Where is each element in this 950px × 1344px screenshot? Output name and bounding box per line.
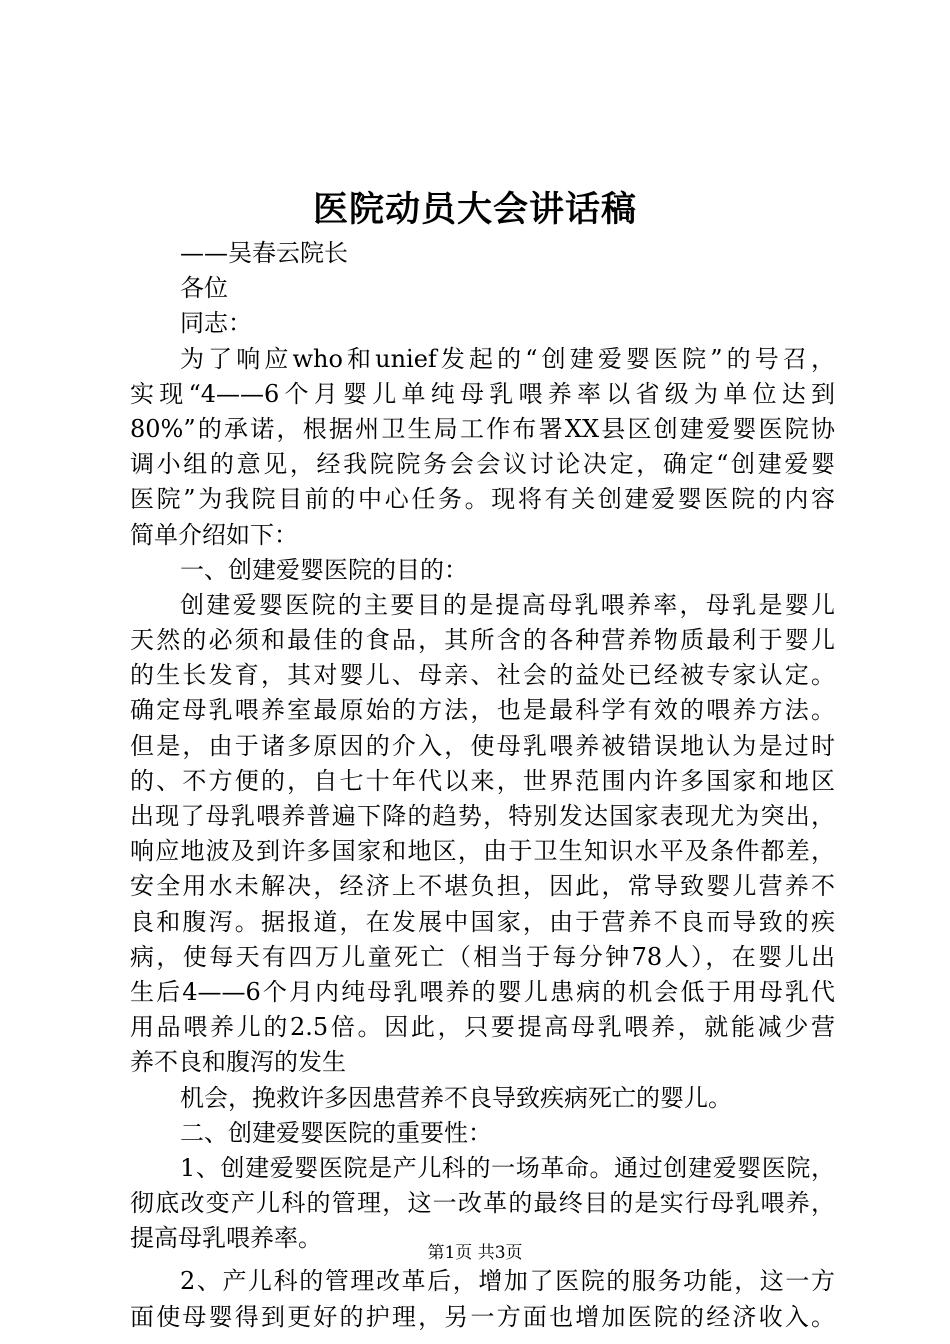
paragraph-line: 天然的必须和最佳的食品，其所含的各种营养物质最利于婴儿 [130,626,835,655]
paragraph-line: 简单介绍如下： [130,520,298,549]
salutation-line: 同志： [180,309,252,338]
paragraph-line: 出现了母乳喂养普遍下降的趋势，特别发达国家表现尤为突出， [130,802,835,830]
paragraph-line: 用品喂养儿的2.5倍。因此，只要提高母乳喂养，就能减少营 [130,1013,835,1042]
paragraph-line: 实现“4——6个月婴儿单纯母乳喂养率以省级为单位达到 [130,379,835,408]
paragraph-line: 生后4——6个月内纯母乳喂养的婴儿患病的机会低于用母乳代 [130,977,835,1006]
paragraph-line: 彻底改变产儿科的管理，这一改革的最终目的是实行母乳喂养， [130,1189,835,1218]
paragraph-line: 调小组的意见，经我院院务会会议讨论决定，确定“创建爱婴 [130,450,835,479]
section-heading: 一、创建爱婴医院的目的： [180,555,468,584]
paragraph-line: 面使母婴得到更好的护理，另一方面也增加医院的经济收入。 [130,1302,835,1331]
paragraph-line: 但是，由于诸多原因的介入，使母乳喂养被错误地认为是过时 [130,731,835,760]
page-footer: 第1页 共3页 [427,1243,523,1263]
paragraph-line: 安全用水未解决，经济上不堪负担，因此，常导致婴儿营养不 [130,872,835,901]
document-title: 医院动员大会讲话稿 [312,189,637,230]
paragraph-line: 的生长发育，其对婴儿、母亲、社会的益处已经被专家认定。 [130,661,835,690]
author-line: ——吴春云院长 [180,239,348,267]
paragraph-line: 响应地波及到许多国家和地区，由于卫生知识水平及条件都差， [130,837,835,866]
paragraph-line: 提高母乳喂养率。 [130,1224,322,1253]
paragraph-line: 2、产儿科的管理改革后，增加了医院的服务功能，这一方 [180,1267,835,1296]
paragraph-line: 病，使每天有四万儿童死亡（相当于每分钟78人），在婴儿出 [130,942,835,971]
paragraph-line: 良和腹泻。据报道，在发展中国家，由于营养不良而导致的疾 [130,907,835,936]
document-body [130,236,835,1335]
salutation-line: 各位 [180,274,228,303]
paragraph-line: 机会，挽救许多因患营养不良导致疾病死亡的婴儿。 [180,1083,732,1112]
paragraph-line: 1、创建爱婴医院是产儿科的一场革命。通过创建爱婴医院， [180,1153,835,1182]
paragraph-line: 为了响应who和unief发起的“创建爱婴医院”的号召， [180,344,835,373]
paragraph-line: 确定母乳喂养室最原始的方法，也是最科学有效的喂养方法。 [130,696,835,725]
paragraph-line: 80%”的承诺，根据州卫生局工作布署XX县区创建爱婴医院协 [130,414,835,443]
section-heading: 二、创建爱婴医院的重要性： [180,1118,492,1147]
paragraph-line: 创建爱婴医院的主要目的是提高母乳喂养率，母乳是婴儿 [180,590,835,619]
paragraph-line: 的、不方便的，自七十年代以来，世界范围内许多国家和地区 [130,766,835,795]
paragraph-line: 医院”为我院目前的中心任务。现将有关创建爱婴医院的内容 [130,485,835,514]
paragraph-line: 养不良和腹泻的发生 [130,1048,346,1077]
